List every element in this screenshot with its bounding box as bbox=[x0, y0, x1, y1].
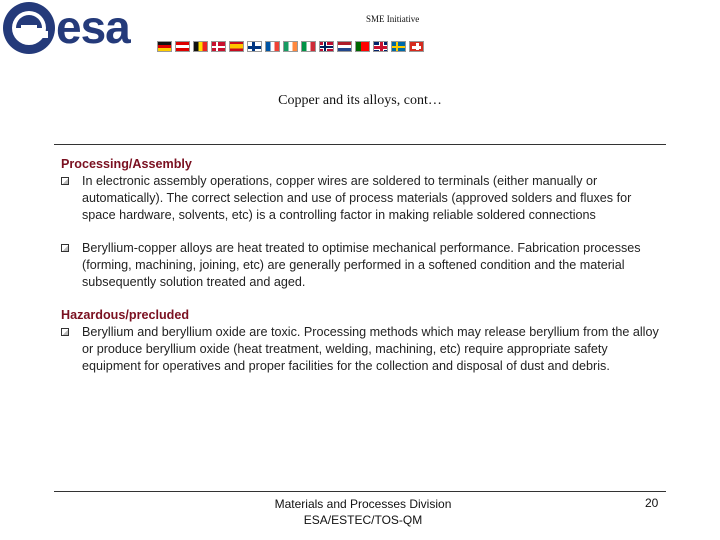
slide-title: Copper and its alloys, cont… bbox=[278, 93, 442, 108]
sweden-flag bbox=[391, 41, 406, 52]
esa-logo-mark bbox=[0, 0, 60, 58]
list-item bbox=[61, 240, 661, 291]
uk-flag bbox=[373, 41, 388, 52]
austria-flag bbox=[175, 41, 190, 52]
section-heading: Hazardous/precluded bbox=[61, 308, 190, 322]
section-heading: Processing/Assembly bbox=[61, 157, 192, 171]
slide-body bbox=[61, 156, 661, 375]
square-bullet-icon bbox=[61, 177, 69, 185]
bullet-text: Beryllium-copper alloys are heat treated to optimise mechanical performance. Fabrication processes (forming, machining, joining, etc) are generally performed in a softened condition and the material subsequently solution treated and aged. bbox=[82, 241, 641, 289]
square-bullet-icon bbox=[61, 244, 69, 252]
square-bullet-icon bbox=[61, 328, 69, 336]
footer-line-1: Materials and Processes Division bbox=[274, 497, 452, 511]
belgium-flag bbox=[193, 41, 208, 52]
switzerland-flag bbox=[409, 41, 424, 52]
footer-line-2: ESA/ESTEC/TOS-QM bbox=[303, 513, 423, 527]
esa-logo bbox=[0, 0, 160, 58]
spain-flag bbox=[229, 41, 244, 52]
sme-initiative-label: SME Initiative bbox=[366, 14, 420, 24]
france-flag bbox=[265, 41, 280, 52]
portugal-flag bbox=[355, 41, 370, 52]
member-state-flags bbox=[157, 41, 424, 52]
denmark-flag bbox=[211, 41, 226, 52]
italy-flag bbox=[301, 41, 316, 52]
norway-flag bbox=[319, 41, 334, 52]
ireland-flag bbox=[283, 41, 298, 52]
germany-flag bbox=[157, 41, 172, 52]
list-item bbox=[61, 324, 661, 375]
footer-divider bbox=[54, 491, 666, 492]
list-item bbox=[61, 173, 661, 224]
netherlands-flag bbox=[337, 41, 352, 52]
title-divider bbox=[54, 144, 666, 145]
esa-logo-text: esa bbox=[56, 1, 130, 53]
bullet-text: Beryllium and beryllium oxide are toxic. Processing methods which may release beryllium from the alloy or produce beryllium oxide (heat treatment, welding, machining, etc) require appropriate safety equipment for operatives and proper facilities for the collection and disposal of dust and debris. bbox=[82, 325, 659, 373]
finland-flag bbox=[247, 41, 262, 52]
footer-division bbox=[0, 496, 720, 528]
page-number: 20 bbox=[645, 496, 659, 510]
bullet-text: In electronic assembly operations, copper wires are soldered to terminals (either manually or automatically). The correct selection and use of process materials (approved solders and fluxes for space hardware, solvents, etc) is a controlling factor in making reliable soldered connections bbox=[82, 174, 632, 222]
